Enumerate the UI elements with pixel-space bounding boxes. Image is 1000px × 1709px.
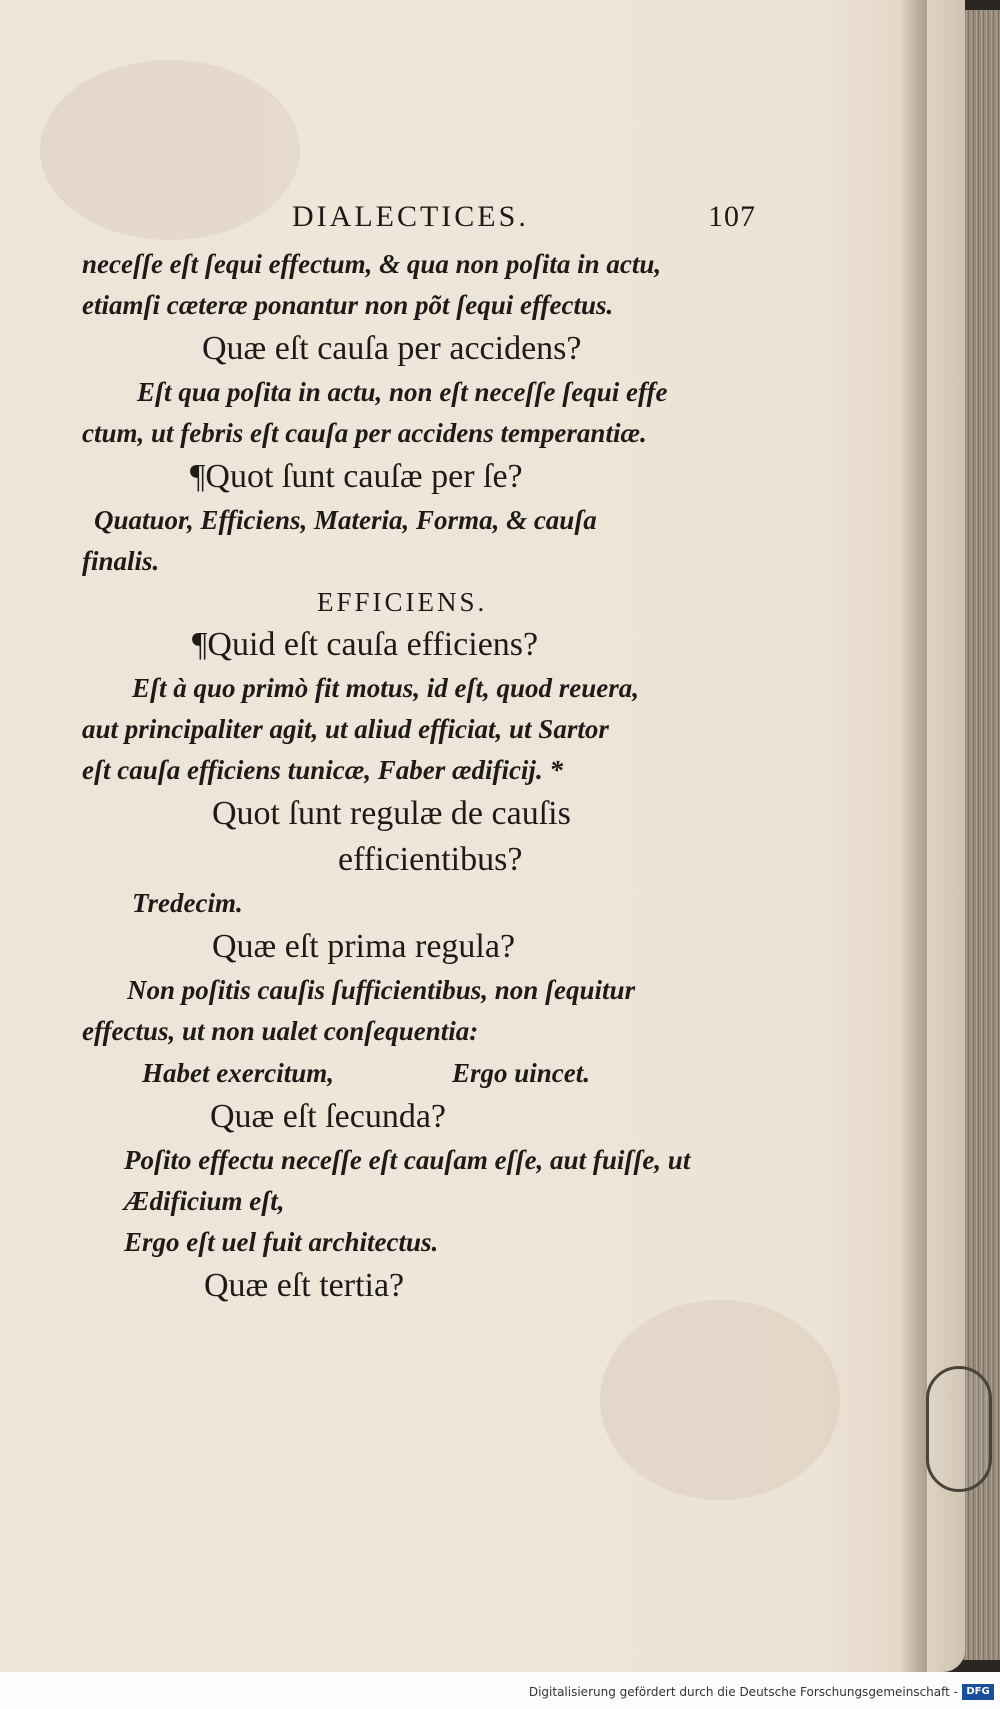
page-gutter-shadow: [899, 0, 927, 1672]
question-heading: ¶Quot ſunt cauſæ per ſe?: [190, 458, 523, 495]
text-line: aut principaliter agit, ut aliud efficiat, ut Sartor: [82, 714, 609, 744]
example-conclusion: Ergo uincet.: [452, 1058, 591, 1088]
dfg-logo: DFG: [962, 1684, 994, 1700]
question-heading: Quæ eſt tertia?: [204, 1267, 405, 1304]
running-head-title: DIALECTICES.: [292, 200, 529, 233]
paper-stain: [600, 1300, 840, 1500]
page-text: [82, 200, 762, 1309]
text-line: etiamſi cæteræ ponantur non põt ſequi effectus.: [82, 290, 614, 320]
text-line: Poſito effectu neceſſe eſt cauſam eſſe, aut fuiſſe, ut: [124, 1145, 691, 1175]
text-line: Tredecim.: [132, 888, 243, 918]
example-premise: Habet exercitum,: [142, 1058, 334, 1088]
question-heading: ¶Quid eſt cauſa efficiens?: [192, 626, 539, 663]
text-line: effectus, ut non ualet conſequentia:: [82, 1016, 479, 1046]
text-line: Ædificium eſt,: [124, 1186, 285, 1216]
section-heading: EFFICIENS.: [317, 587, 488, 617]
question-heading: Quæ eſt ſecunda?: [210, 1098, 447, 1135]
page-number: 107: [708, 200, 756, 233]
running-head: [82, 200, 762, 244]
text-line: Non poſitis cauſis ſufficientibus, non ſequitur: [127, 975, 636, 1005]
funding-credit: Digitalisierung gefördert durch die Deutsche Forschungsgemeinschaft -: [528, 1685, 958, 1699]
text-line: Eſt à quo primò fit motus, id eſt, quod reuera,: [132, 673, 640, 703]
question-heading: Quæ eſt cauſa per accidens?: [202, 330, 582, 367]
text-line: finalis.: [82, 546, 160, 576]
text-line: neceſſe eſt ſequi effectum, & qua non poſita in actu,: [82, 249, 662, 279]
book-clasp: [926, 1366, 992, 1492]
example-row: [82, 1052, 762, 1094]
text-line: ctum, ut febris eſt cauſa per accidens temperantiæ.: [82, 418, 647, 448]
question-heading: Quot ſunt regulæ de cauſis: [212, 795, 571, 832]
text-line: eſt cauſa efficiens tunicæ, Faber ædificij. *: [82, 755, 563, 785]
text-line: Ergo eſt uel fuit architectus.: [124, 1227, 439, 1257]
text-line: Eſt qua poſita in actu, non eſt neceſſe ſequi effe: [137, 377, 668, 407]
text-line: Quatuor, Efficiens, Materia, Forma, & cauſa: [94, 505, 597, 535]
digitization-footer: [0, 1672, 1000, 1709]
question-heading: Quæ eſt prima regula?: [212, 928, 516, 965]
question-heading: efficientibus?: [338, 841, 523, 878]
